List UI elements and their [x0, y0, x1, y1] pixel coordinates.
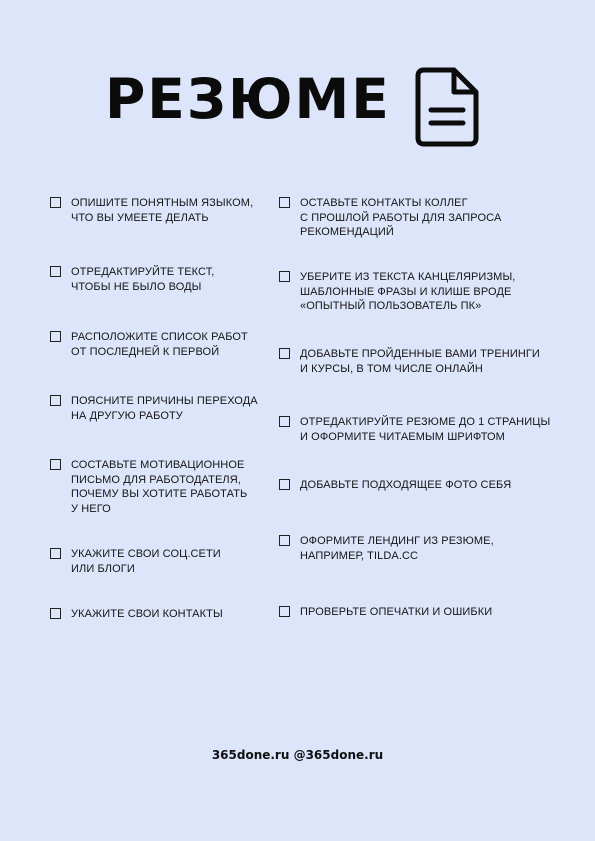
- checklist-item-label: ОПИШИТЕ ПОНЯТНЫМ ЯЗЫКОМ, ЧТО ВЫ УМЕЕТЕ ДЕЛАТЬ: [71, 197, 254, 224]
- checklist-item[interactable]: [279, 534, 494, 563]
- checklist-item[interactable]: [50, 394, 258, 423]
- checkbox[interactable]: [50, 548, 61, 559]
- checkbox[interactable]: [50, 266, 61, 277]
- checkbox[interactable]: [279, 479, 290, 490]
- checklist-item-label: УКАЖИТЕ СВОИ КОНТАКТЫ: [71, 608, 223, 620]
- checklist-item-label: ОСТАВЬТЕ КОНТАКТЫ КОЛЛЕГ С ПРОШЛОЙ РАБОТЫ ДЛЯ ЗАПРОСА РЕКОМЕНДАЦИЙ: [300, 197, 502, 238]
- checkbox[interactable]: [279, 606, 290, 617]
- checklist-item-label: ОФОРМИТЕ ЛЕНДИНГ ИЗ РЕЗЮМЕ, НАПРИМЕР, TILDA.CC: [300, 535, 494, 562]
- checklist-item[interactable]: [50, 458, 247, 516]
- checklist-item[interactable]: [50, 547, 221, 576]
- checkbox[interactable]: [50, 197, 61, 208]
- checklist-item-label: ОТРЕДАКТИРУЙТЕ РЕЗЮМЕ ДО 1 СТРАНИЦЫ И ОФОРМИТЕ ЧИТАЕМЫМ ШРИФТОМ: [300, 416, 551, 443]
- checklist-item-label: ДОБАВЬТЕ ПОДХОДЯЩЕЕ ФОТО СЕБЯ: [300, 479, 512, 491]
- checkbox[interactable]: [279, 271, 290, 282]
- checklist-item-label: РАСПОЛОЖИТЕ СПИСОК РАБОТ ОТ ПОСЛЕДНЕЙ К ПЕРВОЙ: [71, 331, 248, 358]
- checklist-item-label: ОТРЕДАКТИРУЙТЕ ТЕКСТ, ЧТОБЫ НЕ БЫЛО ВОДЫ: [71, 266, 215, 293]
- checklist-item-label: ДОБАВЬТЕ ПРОЙДЕННЫЕ ВАМИ ТРЕНИНГИ И КУРСЫ, В ТОМ ЧИСЛЕ ОНЛАЙН: [300, 348, 540, 375]
- checkbox[interactable]: [50, 395, 61, 406]
- checkbox[interactable]: [279, 197, 290, 208]
- checklist-item[interactable]: [279, 478, 511, 493]
- checklist-item-label: ПРОВЕРЬТЕ ОПЕЧАТКИ И ОШИБКИ: [300, 606, 493, 618]
- checklist-item[interactable]: [279, 270, 515, 314]
- checkbox[interactable]: [50, 331, 61, 342]
- checklist-item-label: ПОЯСНИТЕ ПРИЧИНЫ ПЕРЕХОДА НА ДРУГУЮ РАБОТУ: [71, 395, 258, 422]
- checklist-item[interactable]: [279, 605, 492, 620]
- footer-contacts: 365done.ru @365done.ru: [211, 748, 384, 762]
- page-title: РЕЗЮМЕ: [105, 67, 391, 131]
- checkbox[interactable]: [279, 416, 290, 427]
- checklist-item[interactable]: [279, 347, 540, 376]
- checkbox[interactable]: [279, 535, 290, 546]
- checkbox[interactable]: [50, 459, 61, 470]
- checkbox[interactable]: [279, 348, 290, 359]
- checklist-item[interactable]: [50, 265, 214, 294]
- checklist-item-label: УКАЖИТЕ СВОИ СОЦ.СЕТИ ИЛИ БЛОГИ: [71, 548, 221, 575]
- checkbox[interactable]: [50, 608, 61, 619]
- document-icon: [412, 66, 482, 148]
- checklist-item[interactable]: [50, 607, 223, 622]
- checklist-item[interactable]: [50, 196, 253, 225]
- checklist-item[interactable]: [279, 415, 550, 444]
- checklist-item-label: УБЕРИТЕ ИЗ ТЕКСТА КАНЦЕЛЯРИЗМЫ, ШАБЛОННЫЕ ФРАЗЫ И КЛИШЕ ВРОДЕ «ОПЫТНЫЙ ПОЛЬЗОВАТЕЛЬ ПК»: [300, 271, 516, 312]
- checklist-item[interactable]: [50, 330, 248, 359]
- checklist-item[interactable]: [279, 196, 501, 240]
- checklist-item-label: СОСТАВЬТЕ МОТИВАЦИОННОЕ ПИСЬМО ДЛЯ РАБОТОДАТЕЛЯ, ПОЧЕМУ ВЫ ХОТИТЕ РАБОТАТЬ У НЕГО: [71, 459, 248, 515]
